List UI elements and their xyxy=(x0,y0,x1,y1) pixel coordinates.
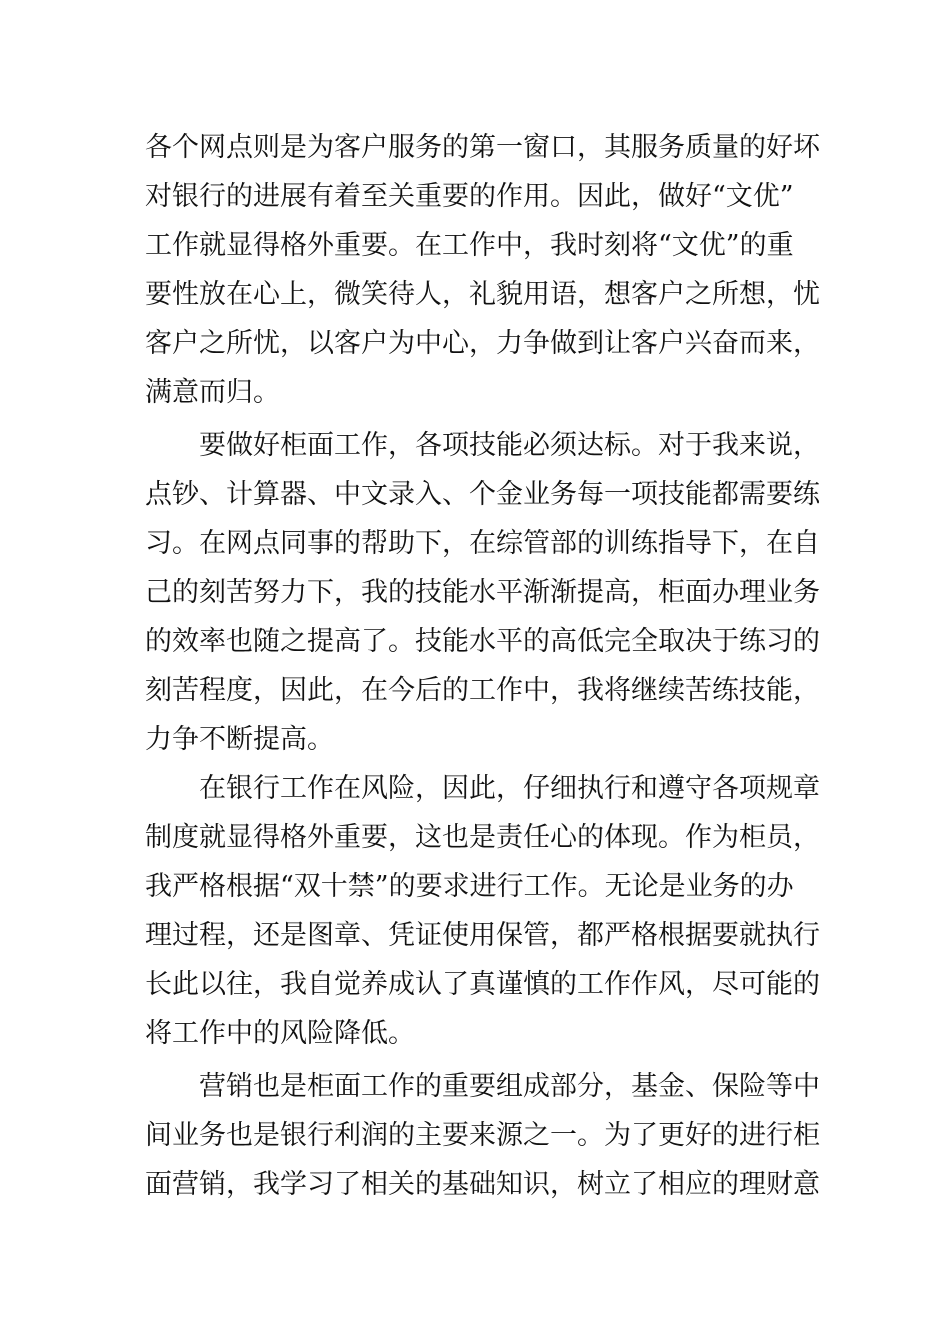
text-line: 己的刻苦努力下，我的技能水平渐渐提高，柜面办理业务 xyxy=(145,577,820,608)
text-line: 点钞、计算器、中文录入、个金业务每一项技能都需要练 xyxy=(145,479,820,510)
text-line: 要做好柜面工作，各项技能必须达标。对于我来说， xyxy=(199,430,820,461)
text-line: 在银行工作在风险，因此，仔细执行和遵守各项规章 xyxy=(199,773,820,804)
text-line: 间业务也是银行利润的主要来源之一。为了更好的进行柜 xyxy=(145,1120,820,1151)
text-line: 刻苦程度，因此，在今后的工作中，我将继续苦练技能， xyxy=(145,675,820,706)
text-line: 制度就显得格外重要，这也是责任心的体现。作为柜员， xyxy=(145,822,820,853)
text-line: 各个网点则是为客户服务的第一窗口，其服务质量的好坏 xyxy=(145,132,820,163)
text-line: 力争不断提高。 xyxy=(145,724,334,755)
text-line: 理过程，还是图章、凭证使用保管，都严格根据要就执行 xyxy=(145,920,820,951)
text-line: 要性放在心上，微笑待人，礼貌用语，想客户之所想，忧 xyxy=(145,279,820,310)
text-line: 我严格根据“双十禁”的要求进行工作。无论是业务的办 xyxy=(145,871,794,902)
text-line: 将工作中的风险降低。 xyxy=(145,1018,415,1049)
text-line: 满意而归。 xyxy=(145,377,280,408)
text-line: 面营销，我学习了相关的基础知识，树立了相应的理财意 xyxy=(145,1169,820,1200)
text-line: 营销也是柜面工作的重要组成部分，基金、保险等中 xyxy=(199,1071,820,1102)
text-line: 长此以往，我自觉养成认了真谨慎的工作作风，尽可能的 xyxy=(145,969,820,1000)
text-line: 对银行的进展有着至关重要的作用。因此，做好“文优” xyxy=(145,181,794,212)
text-line: 工作就显得格外重要。在工作中，我时刻将“文优”的重 xyxy=(145,230,794,261)
text-line: 习。在网点同事的帮助下，在综管部的训练指导下，在自 xyxy=(145,528,820,559)
text-line: 的效率也随之提高了。技能水平的高低完全取决于练习的 xyxy=(145,626,820,657)
text-line: 客户之所忧，以客户为中心，力争做到让客户兴奋而来， xyxy=(145,328,820,359)
